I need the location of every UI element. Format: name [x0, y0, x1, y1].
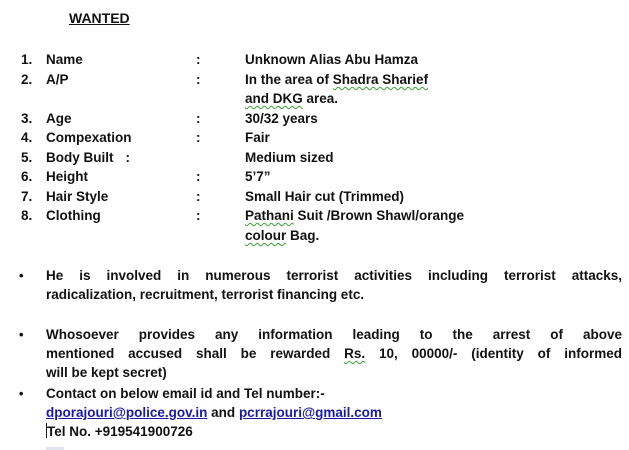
row-colon: :	[196, 189, 201, 204]
line-text: 10, 00000/- (identity of informed	[365, 346, 622, 361]
row-number: 5.	[21, 150, 33, 165]
row-value-continued	[245, 91, 338, 106]
row-value	[245, 208, 464, 223]
row-value: Unknown Alias Abu Hamza	[245, 52, 419, 67]
paragraph-line: He is involved in numerous terrorist activities including terrorist attacks,	[46, 268, 622, 283]
detail-row-clothing-cont	[0, 228, 629, 248]
bullet-icon: •	[19, 268, 24, 283]
row-colon: :	[196, 208, 201, 223]
row-colon: :	[125, 150, 130, 165]
bullet-paragraph-reward	[46, 325, 622, 382]
detail-row-age	[0, 111, 629, 131]
row-value: 30/32 years	[245, 111, 318, 126]
row-number: 3.	[21, 111, 33, 126]
paragraph-line: radicalization, recruitment, terrorist financing etc.	[46, 287, 365, 302]
row-label: Compexation	[46, 130, 132, 145]
row-label: A/P	[46, 72, 69, 87]
value-text: area.	[302, 91, 339, 106]
row-number: 7.	[21, 189, 33, 204]
paragraph-line: will be kept secret)	[46, 365, 167, 380]
detail-row-hair-style	[0, 189, 629, 209]
spellcheck-marked-text: Pathani	[245, 208, 294, 223]
row-colon: :	[196, 72, 201, 87]
row-value: Small Hair cut (Trimmed)	[245, 189, 405, 204]
line-text: mentioned accused shall be rewarded	[46, 346, 345, 361]
row-colon: :	[196, 130, 201, 145]
row-value: 5’7”	[245, 169, 271, 184]
row-colon: :	[196, 111, 201, 126]
row-number: 2.	[21, 72, 33, 87]
row-number: 4.	[21, 130, 33, 145]
value-text: Bag.	[286, 228, 320, 243]
spellcheck-marked-text: and DKG	[245, 91, 303, 106]
detail-row-address	[0, 72, 629, 92]
bullet-icon: •	[19, 386, 24, 401]
detail-row-address-cont	[0, 91, 629, 111]
paragraph-line: Contact on below email id and Tel number:-	[46, 386, 325, 401]
bullet-paragraph-contact	[46, 384, 622, 441]
row-value: Medium sized	[245, 150, 334, 165]
spellcheck-marked-text: colour	[245, 228, 287, 243]
email-link-pcr-rajouri[interactable]: pcrrajouri@gmail.com	[238, 405, 382, 420]
document-title: WANTED	[69, 10, 130, 26]
row-value	[245, 72, 428, 87]
value-text: Suit /Brown Shawl/orange	[293, 208, 465, 223]
telephone-number: Tel No. +919541900726	[47, 424, 193, 439]
label-text: Body Built	[46, 150, 114, 165]
row-label: Name	[46, 52, 83, 67]
detail-row-complexion	[0, 130, 629, 150]
detail-row-height	[0, 169, 629, 189]
value-text: In the area of	[245, 72, 333, 87]
line-text: and	[207, 405, 239, 420]
contact-emails-line	[46, 403, 622, 422]
row-number: 1.	[21, 52, 33, 67]
telephone-line	[46, 422, 622, 441]
detail-row-body-built	[0, 150, 629, 170]
spellcheck-marked-text: Rs.	[344, 346, 366, 361]
row-label: Hair Style	[46, 189, 109, 204]
detail-row-clothing	[0, 208, 629, 228]
row-number: 8.	[21, 208, 33, 223]
row-value-continued	[245, 228, 319, 243]
row-label: Age	[46, 111, 72, 126]
email-link-dpo-rajouri[interactable]: dporajouri@police.gov.in	[46, 405, 208, 420]
paragraph-line	[46, 344, 622, 363]
row-label: Clothing	[46, 208, 101, 223]
paragraph-line: Whosoever provides any information leading to the arrest of above	[46, 327, 622, 342]
row-value: Fair	[245, 130, 270, 145]
row-label: Height	[46, 169, 88, 184]
bullet-icon: •	[19, 327, 24, 342]
row-colon: :	[196, 52, 201, 67]
row-colon: :	[196, 169, 201, 184]
row-number: 6.	[21, 169, 33, 184]
detail-row-name	[0, 52, 629, 72]
spellcheck-marked-text: Shadra Sharief	[332, 72, 429, 87]
bullet-paragraph-activities	[46, 266, 622, 304]
row-label	[46, 150, 130, 165]
